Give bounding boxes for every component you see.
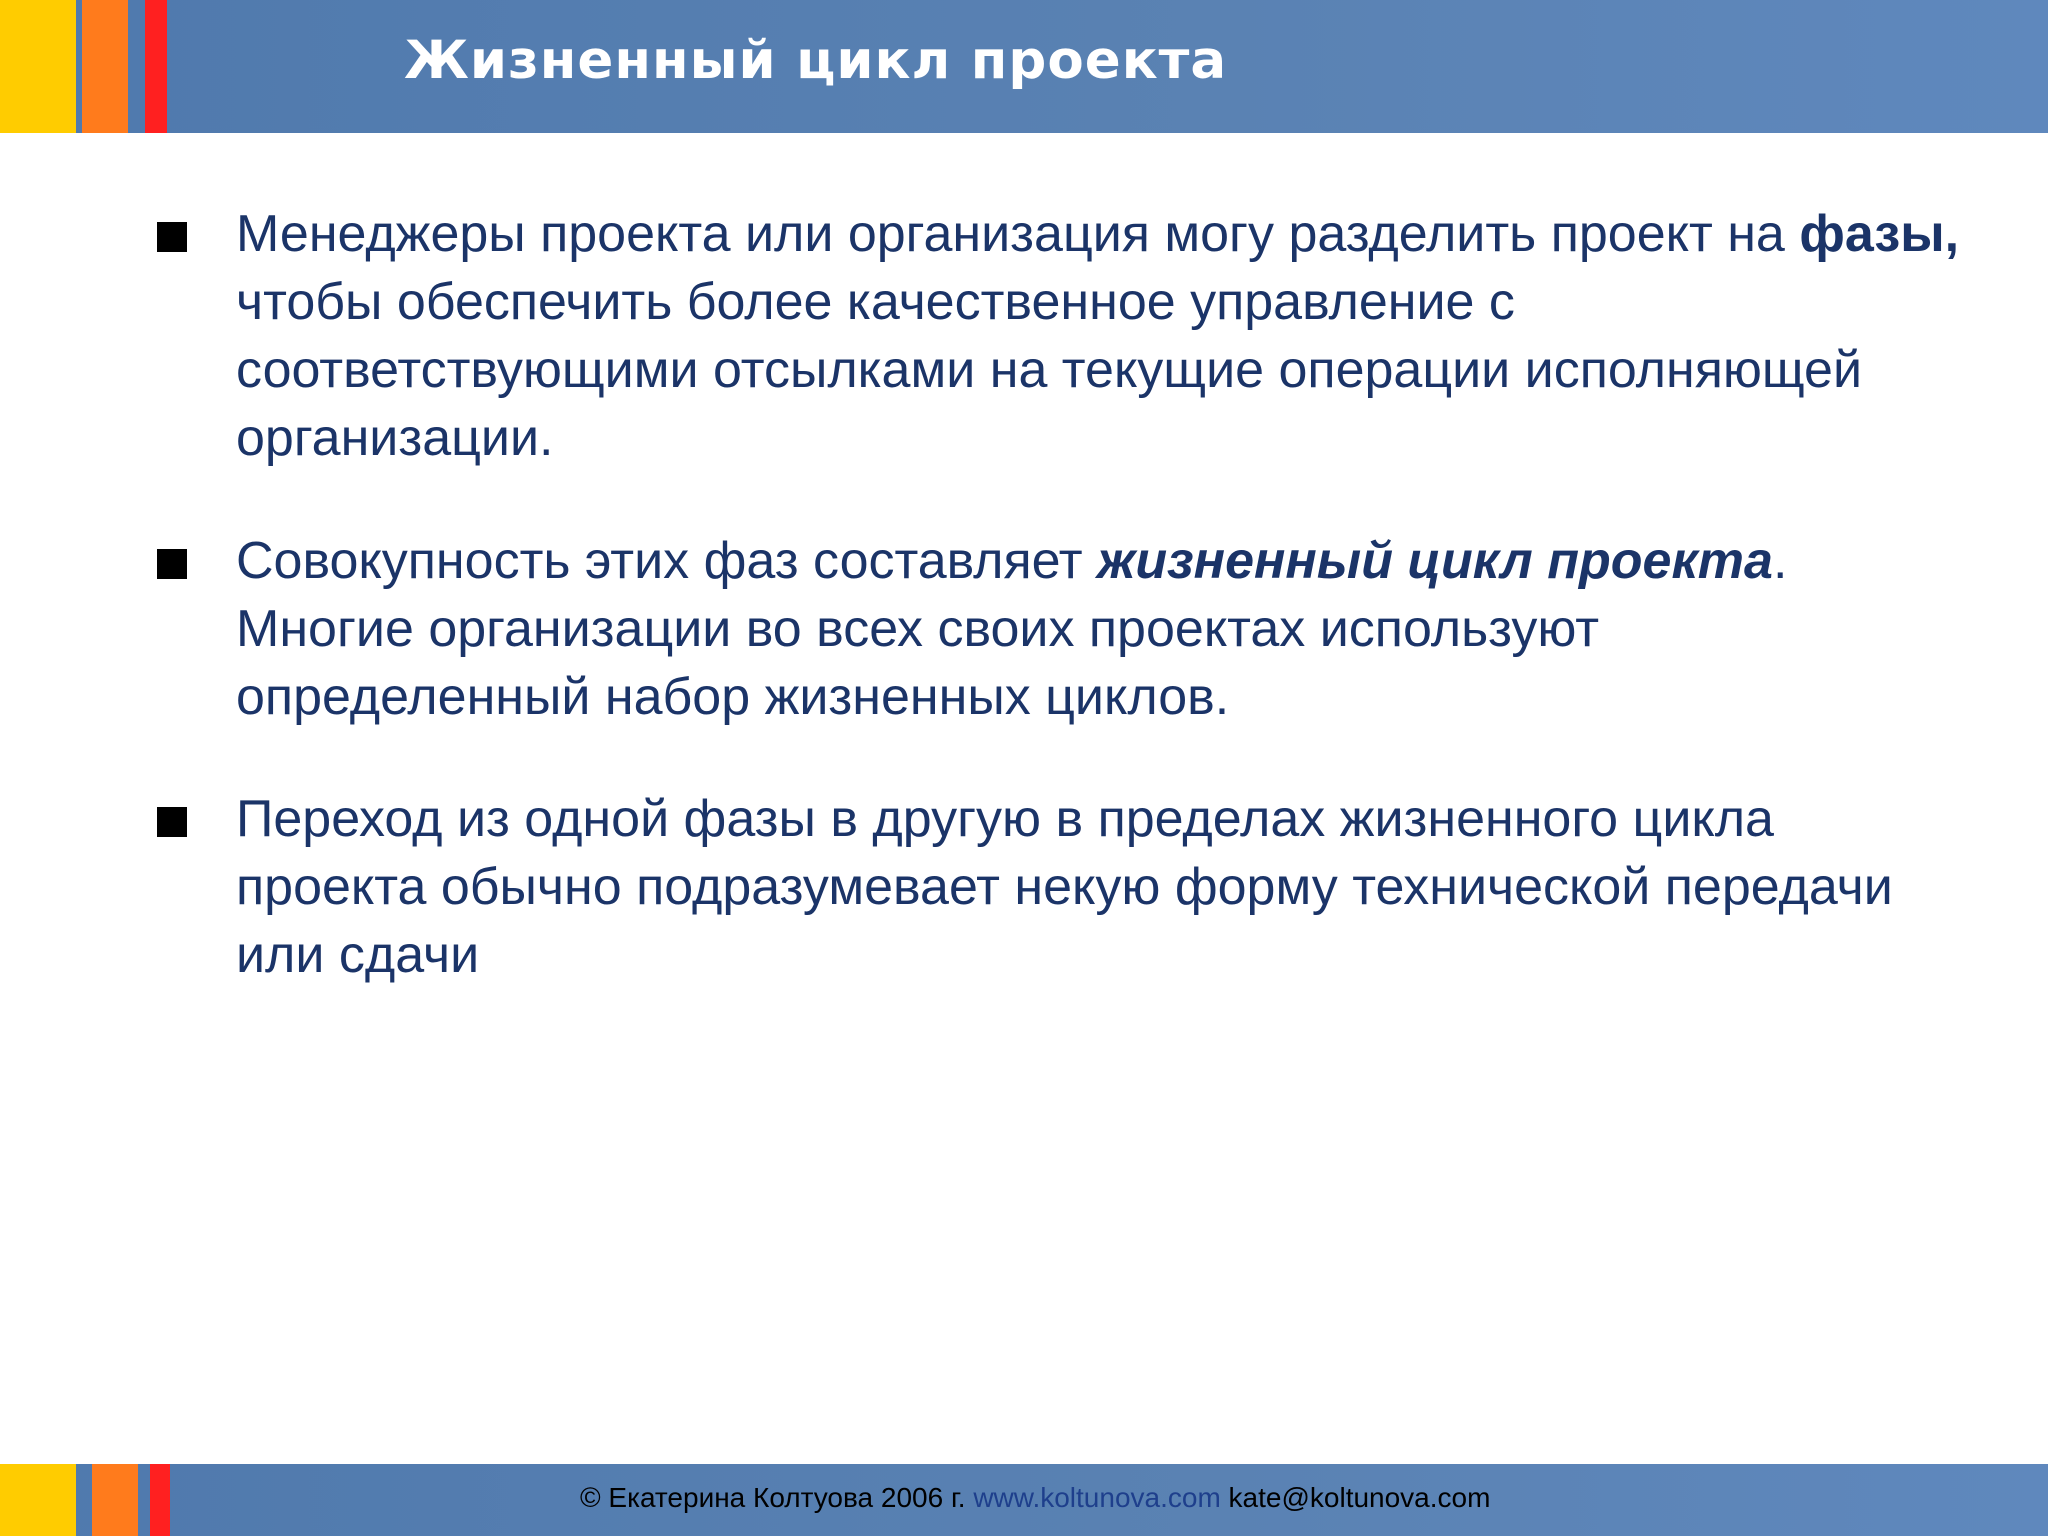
header-bar <box>0 0 2048 133</box>
footer-copyright: © Екатерина Колтуова 2006 г. <box>580 1482 966 1513</box>
decor-stripe-yellow <box>0 0 76 133</box>
square-bullet-icon <box>157 549 187 579</box>
bullet-1-bold: фазы, <box>1799 205 1960 263</box>
square-bullet-icon <box>157 807 187 837</box>
decor-stripe-yellow <box>0 1464 76 1536</box>
slide-title: Жизненный цикл проекта <box>404 30 1228 91</box>
bullet-2-bold-italic: жизненный цикл проекта <box>1097 532 1773 590</box>
footer-website-link[interactable]: www.koltunova.com <box>973 1482 1221 1513</box>
bullet-2-text-after: . Многие организации во всех своих проектах используют определенный набор жизненных циклов. <box>236 532 1788 726</box>
bullet-2-text-before: Совокупность этих фаз составляет <box>236 532 1098 590</box>
decor-stripe-red <box>150 1464 170 1536</box>
footer-bar <box>0 1464 2048 1536</box>
footer-email-link[interactable]: kate@koltunova.com <box>1228 1482 1491 1513</box>
footer-credits <box>580 1482 1490 1514</box>
bullet-text-2 <box>236 527 1966 731</box>
decor-stripe-orange <box>82 0 128 133</box>
decor-stripe-red <box>145 0 167 133</box>
bullet-text-3: Переход из одной фазы в другую в пределах жизненного цикла проекта обычно подразумевает некую форму технической передачи или сдачи <box>236 790 1893 984</box>
bullet-1-text-before: Менеджеры проекта или организация могу разделить проект на <box>236 205 1800 263</box>
square-bullet-icon <box>157 222 187 252</box>
bullet-text-1 <box>236 200 1966 472</box>
bullet-1-text-after: чтобы обеспечить более качественное управление с соответствующими отсылками на текущие операции исполняющей организации. <box>236 273 1863 467</box>
decor-stripe-orange <box>92 1464 138 1536</box>
